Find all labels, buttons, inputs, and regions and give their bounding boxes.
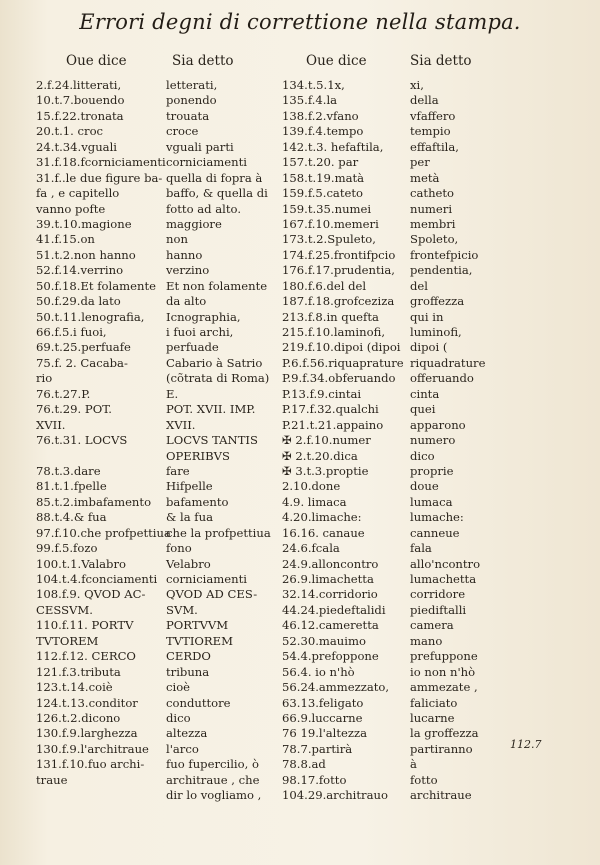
errata-entry: 20.t.1. croc xyxy=(36,124,104,139)
column-header: Sia detto xyxy=(410,53,472,69)
errata-entry: 104.t.4.fconciamenti xyxy=(36,572,158,586)
errata-entry: traue xyxy=(36,772,68,787)
errata-entry: pendentia, xyxy=(410,263,473,278)
errata-entry: Velabro xyxy=(166,556,211,571)
errata-entry: 167.f.10.memeri xyxy=(282,216,379,231)
errata-entry: TVTIOREM xyxy=(166,633,233,648)
errata-entry: apparono xyxy=(410,417,466,432)
errata-entry: fala xyxy=(410,541,432,556)
errata-entry: CESSVM. xyxy=(36,602,93,617)
errata-entry: 54.4.prefoppone xyxy=(282,649,379,664)
errata-entry: 104.29.architrauo xyxy=(282,788,388,803)
errata-entry: maggiore xyxy=(166,216,222,231)
errata-entry: verzino xyxy=(166,263,210,278)
errata-entry: allo'ncontro xyxy=(410,556,481,571)
errata-entry: partiranno xyxy=(410,741,473,756)
errata-entry: letterati, xyxy=(166,78,218,92)
errata-entry: TVTOREM xyxy=(36,633,99,648)
errata-entry: 52.30.mauimo xyxy=(282,633,366,648)
errata-entry: canneue xyxy=(410,525,460,540)
errata-entry: 78.8.ad xyxy=(282,757,326,772)
errata-entry: 130.f.9.l'architraue xyxy=(36,741,149,756)
errata-entry: dir lo vogliamo , xyxy=(166,788,262,803)
errata-entry: della xyxy=(410,93,439,108)
errata-entry: membri xyxy=(410,216,456,231)
errata-entry: vguali parti xyxy=(166,139,234,154)
errata-entry: 99.f.5.fozo xyxy=(36,541,98,556)
page-title: Errori degni di correttione nella stampa. xyxy=(79,10,521,34)
errata-column-where-it-says-2 xyxy=(282,52,412,804)
errata-entry: fotto xyxy=(410,772,438,787)
errata-entry: doue xyxy=(410,479,439,494)
errata-entry: 26.9.limachetta xyxy=(282,572,374,586)
errata-entry: fa , e capitello xyxy=(36,186,120,201)
errata-entry: 108.f.9. QVOD AC- xyxy=(36,587,146,602)
errata-entry: fotto ad alto. xyxy=(166,201,242,216)
errata-entry: XVII. xyxy=(166,417,196,432)
column-header: Oue dice xyxy=(306,53,367,69)
errata-entry: XVII. xyxy=(36,417,66,432)
errata-entry: tribuna xyxy=(166,664,210,679)
errata-entry: conduttore xyxy=(166,695,231,710)
errata-entry: Icnographia, xyxy=(166,309,241,324)
errata-entry: 81.t.1.fpelle xyxy=(36,479,107,494)
errata-entry: à xyxy=(410,757,417,772)
errata-entry: luminofi, xyxy=(410,325,462,339)
errata-entry: che la profpettiua xyxy=(166,525,271,540)
errata-entry: 56.4. io n'hò xyxy=(282,664,355,679)
errata-entry: PORTVVM xyxy=(166,618,229,633)
errata-entry: bafamento xyxy=(166,494,229,509)
errata-entry: 2.f.24.litterati, xyxy=(36,78,122,92)
errata-entry: 174.f.25.frontifpcio xyxy=(282,247,396,262)
errata-entry: mano xyxy=(410,633,443,648)
errata-entry: 130.f.9.larghezza xyxy=(36,726,138,741)
errata-entry: 52.f.14.verrino xyxy=(36,263,124,278)
errata-entry: ✠ 2.t.20.dica xyxy=(282,448,358,463)
errata-entry: piediftalli xyxy=(410,602,467,617)
errata-entry: cioè xyxy=(166,680,191,695)
errata-entry: SVM. xyxy=(166,602,198,617)
errata-entry: 76.t.29. POT. xyxy=(36,402,112,417)
column-header: Sia detto xyxy=(172,53,234,69)
errata-entry: per xyxy=(410,155,430,170)
errata-entry: 76.t.31. LOCVS xyxy=(36,433,128,448)
errata-entry: lumachetta xyxy=(410,572,477,586)
errata-entry: 157.t.20. par xyxy=(282,155,359,170)
errata-entry: la groffezza xyxy=(410,726,479,741)
column-rows xyxy=(166,78,286,804)
errata-entry: (cõtrata di Roma) xyxy=(166,371,270,386)
errata-entry: quella di fopra à xyxy=(166,170,263,185)
errata-entry xyxy=(36,449,166,464)
errata-entry: del xyxy=(410,278,428,293)
errata-entry: vfaffero xyxy=(410,108,456,123)
errata-entry: 100.t.1.Valabro xyxy=(36,556,127,571)
errata-entry: QVOD AD CES- xyxy=(166,587,258,602)
errata-entry: 75.f. 2. Cacaba- xyxy=(36,355,128,370)
errata-entry: 76.t.27.P. xyxy=(36,386,91,401)
errata-entry: lucarne xyxy=(410,710,455,725)
errata-entry: 16.16. canaue xyxy=(282,525,365,540)
errata-entry: Spoleto, xyxy=(410,232,459,247)
errata-entry: 123.t.14.coiè xyxy=(36,680,113,695)
errata-entry: ponendo xyxy=(166,93,217,108)
errata-entry: 134.t.5.1x, xyxy=(282,78,345,92)
column-rows xyxy=(36,78,171,788)
errata-entry: tempio xyxy=(410,124,451,139)
errata-entry: 51.t.2.non hanno xyxy=(36,247,136,262)
errata-entry: effaftila, xyxy=(410,139,459,154)
errata-entry: architraue xyxy=(410,788,472,803)
errata-entry: 97.f.10.che profpettiua xyxy=(36,525,171,540)
errata-entry: 15.f.22.tronata xyxy=(36,108,124,123)
errata-entry: OPERIBVS xyxy=(166,448,230,463)
errata-entry: 31.f.18.fcorniciamenti xyxy=(36,155,166,170)
errata-entry: 85.t.2.imbafamento xyxy=(36,494,152,509)
errata-entry: riquadrature xyxy=(410,355,486,370)
errata-entry: rio xyxy=(36,371,53,386)
errata-entry: 63.13.feligato xyxy=(282,695,364,710)
errata-entry: 176.f.17.prudentia, xyxy=(282,263,395,278)
errata-entry: ✠ 2.f.10.numer xyxy=(282,433,371,448)
errata-entry: 180.f.6.del del xyxy=(282,278,367,293)
page-number: 112.7 xyxy=(510,738,542,751)
errata-entry: prefuppone xyxy=(410,649,478,664)
errata-entry: 24.6.fcala xyxy=(282,541,340,556)
errata-column-correction-1 xyxy=(166,52,286,804)
errata-column-correction-2 xyxy=(410,52,530,804)
errata-entry: corridore xyxy=(410,587,466,602)
errata-entry: numeri xyxy=(410,201,453,216)
errata-entry: P.6.f.56.riquaprature xyxy=(282,355,404,370)
errata-entry: io non n'hò xyxy=(410,664,476,679)
errata-entry: 4.9. limaca xyxy=(282,494,347,509)
errata-entry: 139.f.4.tempo xyxy=(282,124,364,139)
errata-entry: 32.14.corridorio xyxy=(282,587,378,602)
errata-entry: hanno xyxy=(166,247,203,262)
errata-entry: fono xyxy=(166,541,192,556)
errata-entry: l'arco xyxy=(166,741,199,756)
errata-entry: ✠ 3.t.3.proptie xyxy=(282,463,369,478)
errata-entry: perfuade xyxy=(166,340,219,355)
errata-column-where-it-says-1 xyxy=(36,52,171,788)
errata-entry: 112.f.12. CERCO xyxy=(36,649,136,664)
errata-entry: architraue , che xyxy=(166,772,260,787)
errata-entry: catheto xyxy=(410,186,455,201)
errata-entry: 24.9.alloncontro xyxy=(282,556,379,571)
errata-entry: 66.f.5.i fuoi, xyxy=(36,325,107,339)
errata-entry: Hifpelle xyxy=(166,479,213,494)
errata-entry: numero xyxy=(410,433,456,448)
errata-entry: 31.f..le due figure ba- xyxy=(36,170,163,185)
errata-entry: corniciamenti xyxy=(166,572,247,586)
errata-entry: 78.7.partirà xyxy=(282,741,353,756)
errata-entry: P.21.t.21.appaino xyxy=(282,417,384,432)
errata-entry: 78.t.3.dare xyxy=(36,463,101,478)
errata-entry: E. xyxy=(166,386,179,401)
errata-entry: 4.20.limache: xyxy=(282,510,362,525)
errata-entry: LOCVS TANTIS xyxy=(166,433,258,448)
errata-entry: 50.t.11.lenografia, xyxy=(36,309,145,324)
errata-entry: 41.f.15.on xyxy=(36,232,95,247)
errata-entry: Cabario à Satrio xyxy=(166,355,263,370)
errata-entry: xi, xyxy=(410,78,424,92)
errata-entry: 138.f.2.vfano xyxy=(282,108,359,123)
errata-entry: 215.f.10.laminofi, xyxy=(282,325,386,339)
errata-entry: 187.f.18.grofceziza xyxy=(282,294,395,309)
errata-entry: cinta xyxy=(410,386,440,401)
errata-entry: 66.9.luccarne xyxy=(282,710,363,725)
errata-entry: 126.t.2.dicono xyxy=(36,710,121,725)
errata-entry: & la fua xyxy=(166,510,213,525)
errata-entry: 98.17.fotto xyxy=(282,772,347,787)
errata-entry: 39.t.10.magione xyxy=(36,216,132,231)
errata-entry: dico xyxy=(410,448,435,463)
errata-entry: 24.t.34.vguali xyxy=(36,139,117,154)
errata-entry: 121.f.3.tributa xyxy=(36,664,121,679)
errata-entry: metà xyxy=(410,170,440,185)
errata-entry: 50.f.29.da lato xyxy=(36,294,121,309)
errata-entry: 69.t.25.perfuafe xyxy=(36,340,131,355)
column-rows xyxy=(410,78,530,804)
errata-entry: frontefpicio xyxy=(410,247,479,262)
errata-entry: quei xyxy=(410,402,436,417)
errata-entry: 219.f.10.dipoi (dipoi xyxy=(282,340,401,355)
errata-entry: 88.t.4.& fua xyxy=(36,510,107,525)
errata-entry: fuo fupercilio, ò xyxy=(166,757,259,772)
errata-entry: 173.t.2.Spuleto, xyxy=(282,232,376,247)
errata-entry: 50.f.18.Et folamente xyxy=(36,278,156,293)
errata-entry: 159.f.5.cateto xyxy=(282,186,364,201)
errata-entry: CERDO xyxy=(166,649,211,664)
errata-entry: 44.24.piedeftalidi xyxy=(282,602,386,617)
errata-entry: proprie xyxy=(410,463,454,478)
errata-entry: Et non folamente xyxy=(166,278,268,293)
errata-entry: ammezate , xyxy=(410,680,478,695)
errata-entry: 135.f.4.la xyxy=(282,93,338,108)
errata-entry: 124.t.13.conditor xyxy=(36,695,138,710)
errata-entry: vanno pofte xyxy=(36,201,106,216)
errata-entry: corniciamenti xyxy=(166,155,247,170)
errata-entry: lumache: xyxy=(410,510,464,525)
errata-entry: 2.10.done xyxy=(282,479,341,494)
errata-entry: fare xyxy=(166,463,190,478)
errata-entry: faliciato xyxy=(410,695,458,710)
errata-entry: 56.24.ammezzato, xyxy=(282,680,390,695)
errata-entry: 46.12.cameretta xyxy=(282,618,379,633)
errata-entry: trouata xyxy=(166,108,210,123)
column-header: Oue dice xyxy=(66,53,127,69)
errata-entry: 159.t.35.numei xyxy=(282,201,372,216)
errata-entry: 142.t.3. hefaftila, xyxy=(282,139,384,154)
errata-entry: lumaca xyxy=(410,494,453,509)
errata-entry: 10.t.7.bouendo xyxy=(36,93,125,108)
errata-entry: non xyxy=(166,232,188,247)
errata-entry: dipoi ( xyxy=(410,340,448,355)
errata-entry: da alto xyxy=(166,294,207,309)
errata-entry: 158.t.19.matà xyxy=(282,170,365,185)
errata-entry: i fuoi archi, xyxy=(166,325,234,339)
errata-entry: 213.f.8.in quefta xyxy=(282,309,379,324)
errata-entry: camera xyxy=(410,618,454,633)
errata-entry: dico xyxy=(166,710,191,725)
errata-entry: qui in xyxy=(410,309,444,324)
errata-entry: 110.f.11. PORTV xyxy=(36,618,134,633)
errata-entry: offeruando xyxy=(410,371,474,386)
errata-entry: 76 19.l'altezza xyxy=(282,726,368,741)
errata-entry: 131.f.10.fuo archi- xyxy=(36,757,145,772)
errata-entry: P.17.f.32.qualchi xyxy=(282,402,379,417)
errata-entry: P.13.f.9.cintai xyxy=(282,386,362,401)
errata-entry: altezza xyxy=(166,726,208,741)
column-rows xyxy=(282,78,412,804)
errata-entry: croce xyxy=(166,124,199,139)
errata-entry: baffo, & quella di xyxy=(166,186,268,201)
errata-entry: P.9.f.34.obferuando xyxy=(282,371,396,386)
errata-entry: POT. XVII. IMP. xyxy=(166,402,256,417)
errata-entry: groffezza xyxy=(410,294,465,309)
